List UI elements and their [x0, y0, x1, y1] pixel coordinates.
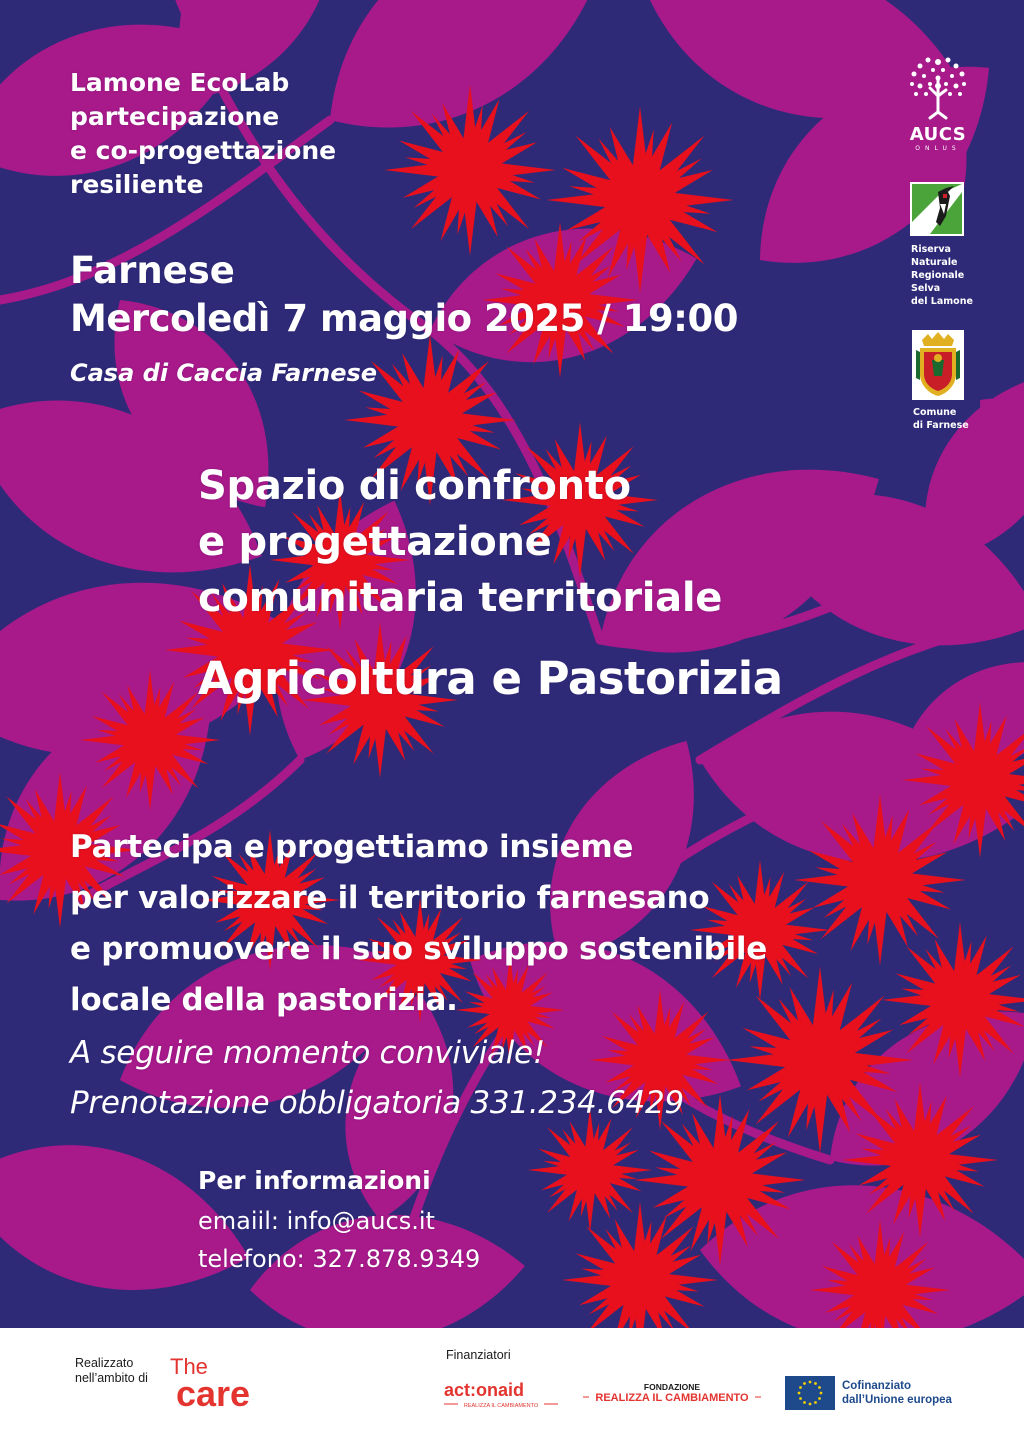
aucs-logo: [900, 52, 976, 154]
fondazione-logo: [583, 1380, 761, 1410]
eu-flag-icon: [785, 1376, 835, 1410]
headline-line: Spazio di confronto: [198, 463, 631, 509]
comune-caption: [913, 406, 969, 432]
aucs-tree-icon: [900, 52, 976, 122]
headline: [198, 458, 722, 626]
followup-note: A seguire momento conviviale!: [70, 1035, 545, 1071]
event-datetime: Mercoledì 7 maggio 2025 / 19:00: [70, 297, 738, 340]
funders-label: Finanziatori: [446, 1348, 511, 1362]
fondazione-line1: FONDAZIONE: [643, 1382, 701, 1392]
actionaid-name: act:onaid: [444, 1380, 525, 1400]
town-crest-icon: [912, 330, 964, 400]
eu-line: dall’Unione europea: [842, 1394, 952, 1406]
invite-line: e promuovere il suo sviluppo sostenibile: [70, 931, 767, 967]
invite-line: locale della pastorizia.: [70, 982, 458, 1018]
riserva-caption-line: Selva: [911, 283, 941, 294]
actionaid-logo: [444, 1378, 560, 1412]
headline-line: comunitaria territoriale: [198, 575, 723, 621]
actionaid-tagline: REALIZZA IL CAMBIAMENTO: [463, 1403, 539, 1409]
riserva-caption-line: Riserva: [911, 244, 951, 255]
project-title-line: resiliente: [70, 170, 204, 199]
info-heading: Per informazioni: [198, 1166, 431, 1195]
fondazione-line2: REALIZZA IL CAMBIAMENTO: [595, 1392, 749, 1404]
event-town: Farnese: [70, 249, 235, 292]
riserva-caption-line: del Lamone: [911, 296, 973, 307]
woodpecker-icon: [910, 182, 964, 236]
thecare-logo: [170, 1354, 274, 1410]
invite-line: per valorizzare il territorio farnesano: [70, 880, 710, 916]
project-title-line: partecipazione: [70, 102, 280, 131]
project-title: [70, 66, 336, 202]
eu-line: Cofinanziato: [842, 1380, 911, 1392]
realizzato-label: [75, 1356, 148, 1386]
aucs-sub: ONLUS: [915, 145, 961, 152]
riserva-caption-line: Naturale: [911, 257, 958, 268]
event-venue: Casa di Caccia Farnese: [70, 359, 378, 387]
invite-line: Partecipa e progettiamo insieme: [70, 829, 634, 865]
aucs-name: AUCS: [909, 124, 967, 145]
thecare-the: The: [170, 1354, 208, 1379]
thecare-care: care: [176, 1373, 251, 1410]
project-title-line: Lamone EcoLab: [70, 68, 290, 97]
comune-caption-line: di Farnese: [913, 420, 969, 431]
booking-phone: Prenotazione obbligatoria 331.234.6429: [70, 1085, 684, 1121]
eu-cofinanced: [842, 1379, 952, 1407]
riserva-caption-line: Regionale: [911, 270, 965, 281]
realizzato-line: nell’ambito di: [75, 1371, 148, 1385]
event-topic: Agricoltura e Pastorizia: [198, 652, 783, 705]
info-email[interactable]: emaiil: info@aucs.it: [198, 1207, 435, 1235]
riserva-caption: [911, 243, 973, 308]
realizzato-line: Realizzato: [75, 1356, 134, 1370]
footer-sponsors: [0, 1328, 1024, 1448]
project-title-line: e co-progettazione: [70, 136, 337, 165]
invite-text: [70, 822, 767, 1026]
headline-line: e progettazione: [198, 519, 552, 565]
info-phone[interactable]: telefono: 327.878.9349: [198, 1245, 481, 1273]
comune-caption-line: Comune: [913, 407, 957, 418]
